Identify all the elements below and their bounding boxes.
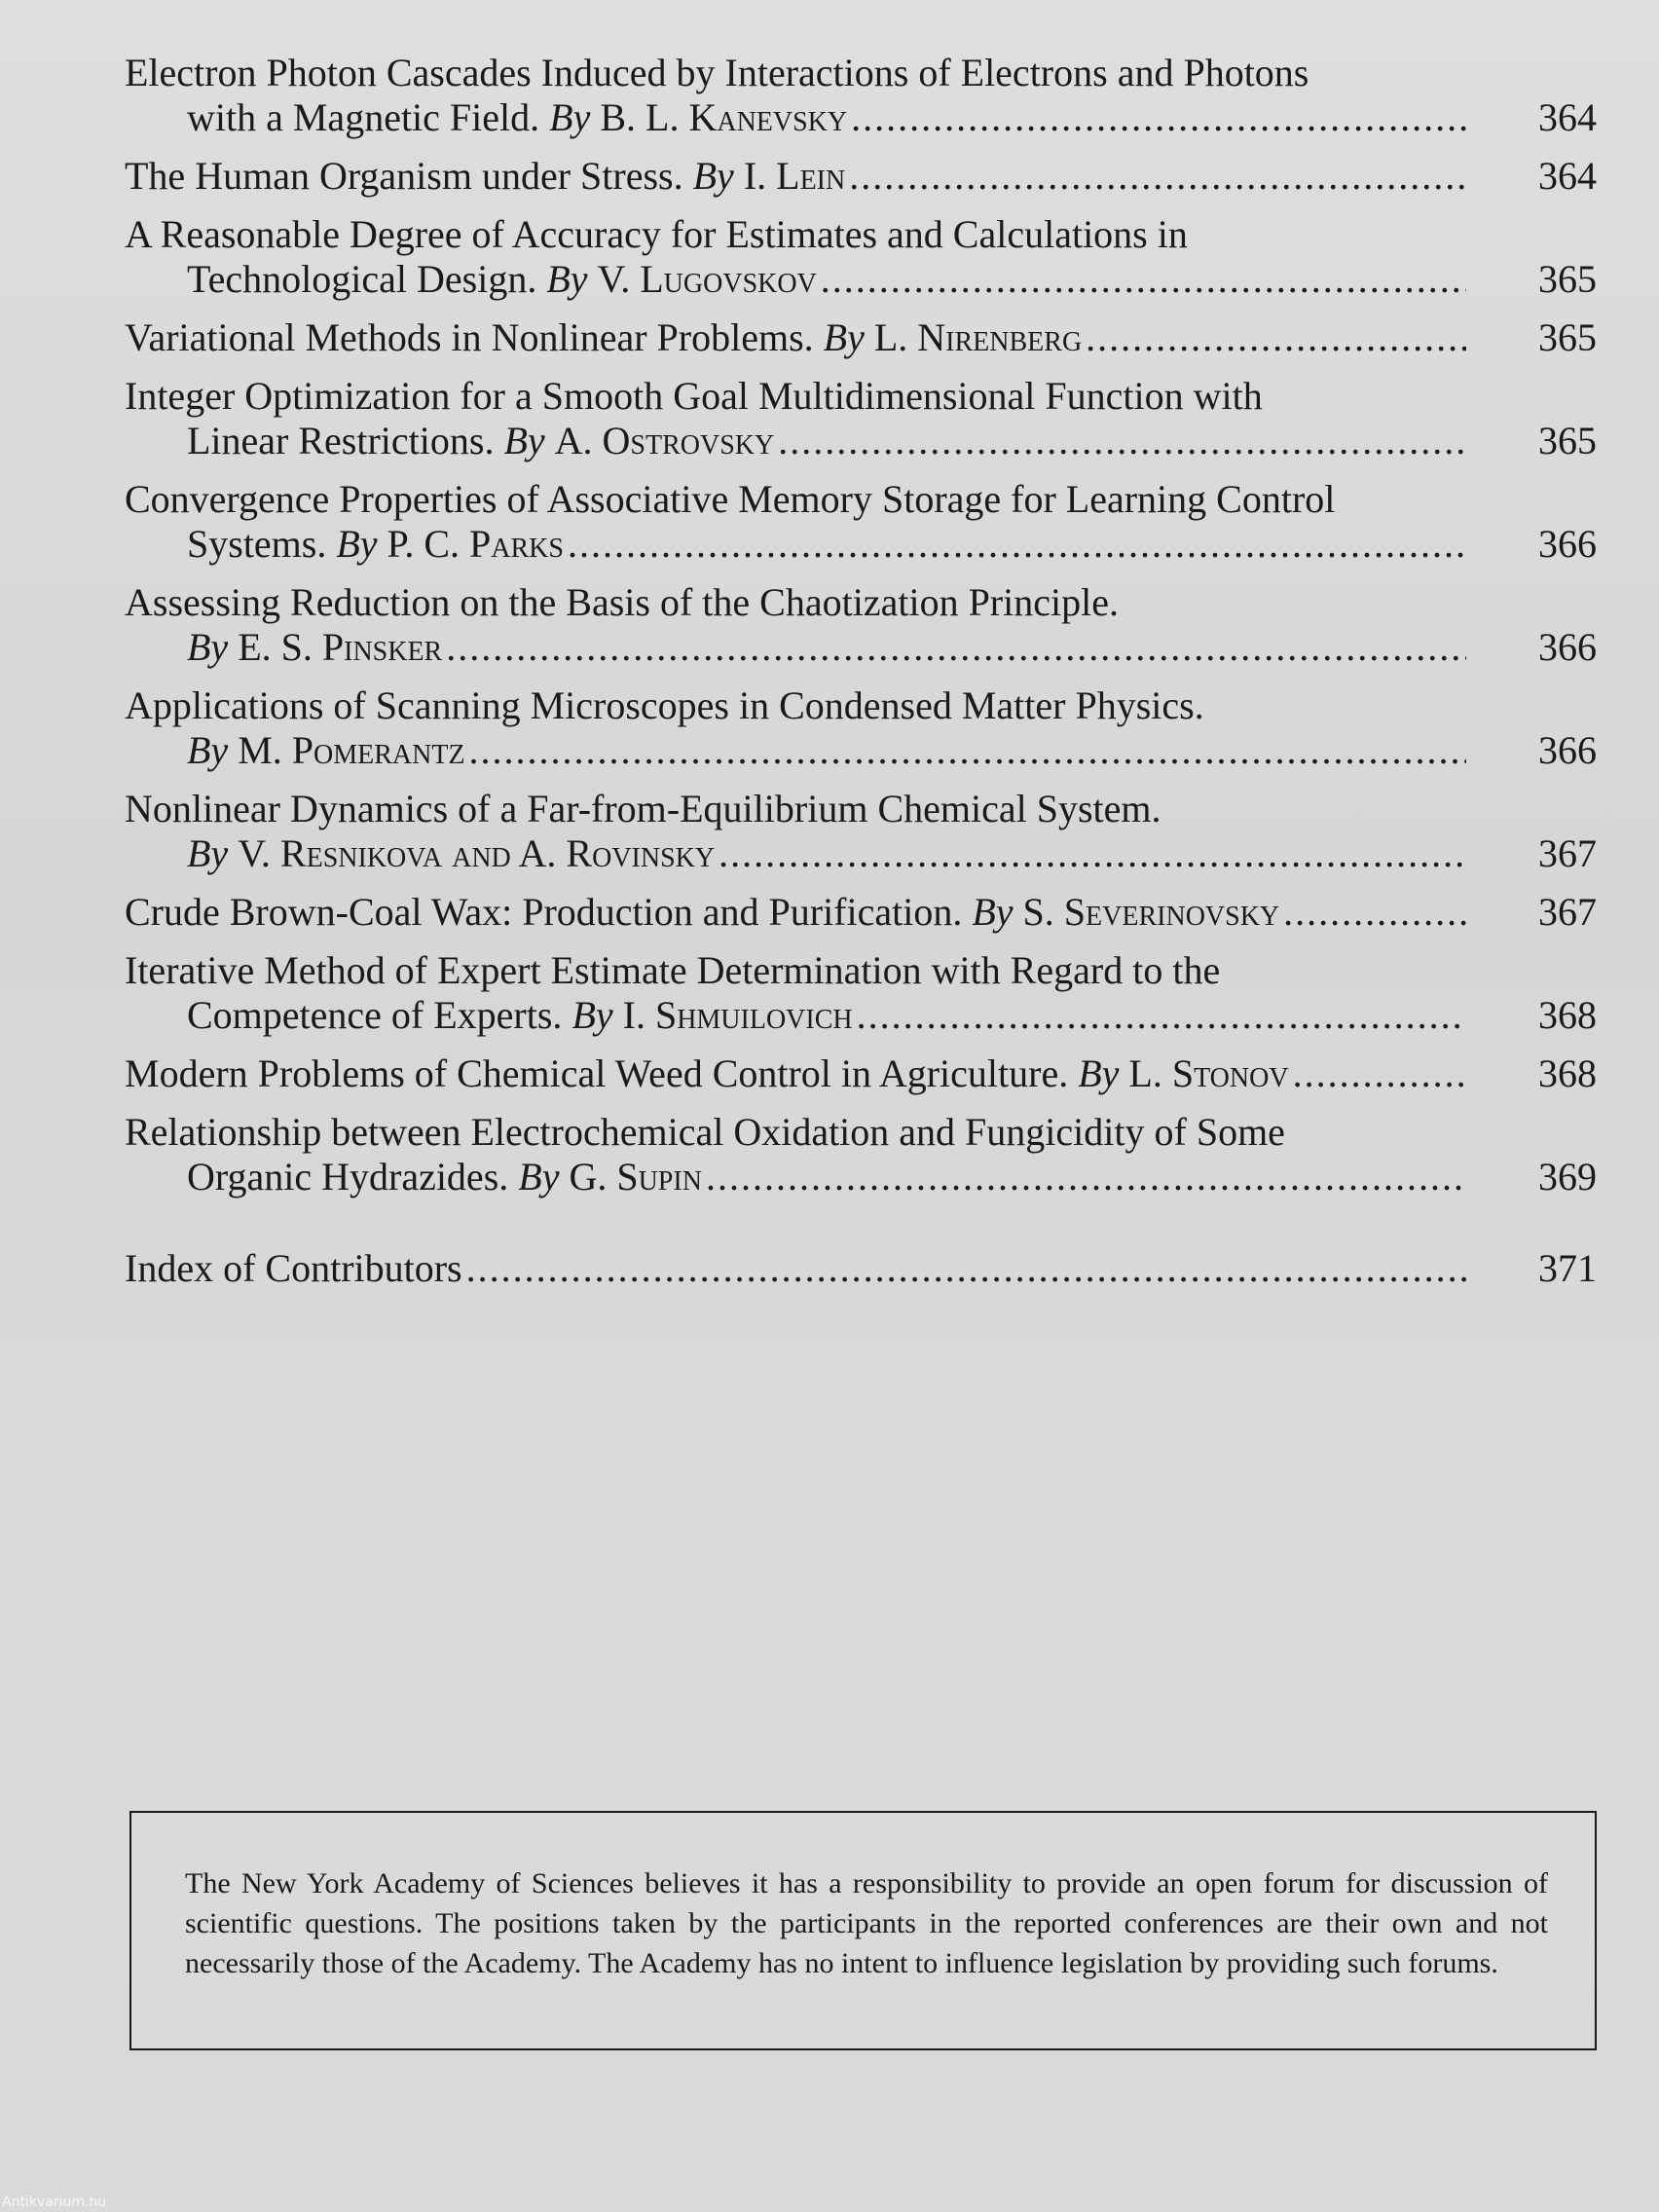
entry-author: S. Severinovsky	[1022, 890, 1280, 934]
by-label: By	[549, 95, 591, 139]
toc-entry	[125, 154, 1604, 199]
dot-leader	[1086, 315, 1466, 360]
dot-leader	[778, 419, 1466, 463]
toc-entry	[125, 890, 1604, 935]
entry-author: I. Shmuilovich	[622, 993, 853, 1037]
entry-title-line: The Human Organism under Stress.	[125, 154, 683, 198]
dot-leader	[466, 1246, 1466, 1291]
dot-leader	[849, 154, 1466, 199]
dot-leader	[851, 95, 1466, 140]
dot-leader	[706, 1155, 1466, 1199]
entry-page-number: 365	[1538, 257, 1597, 301]
toc-entry	[125, 948, 1604, 1038]
entry-author: V. Resnikova and A. Rovinsky	[238, 831, 716, 875]
entry-author: M. Pomerantz	[238, 728, 465, 772]
entry-title-line: Crude Brown-Coal Wax: Production and Purification.	[125, 890, 963, 934]
table-of-contents	[125, 51, 1604, 1305]
entry-author: A. Ostrovsky	[554, 419, 775, 462]
entry-page-number: 366	[1538, 728, 1597, 772]
entry-title-line: Relationship between Electrochemical Oxidation and Fungicidity of Some	[125, 1110, 1285, 1154]
entry-page-number: 365	[1538, 315, 1597, 359]
entry-author: B. L. Kanevsky	[600, 95, 848, 139]
entry-title-line: Iterative Method of Expert Estimate Determination with Regard to the	[125, 948, 1221, 992]
entry-title-line: Organic Hydrazides.	[187, 1155, 509, 1198]
by-label: By	[187, 831, 229, 875]
dot-leader	[719, 831, 1466, 876]
index-label: Index of Contributors	[125, 1246, 462, 1290]
entry-author: E. S. Pinsker	[238, 625, 443, 669]
entry-page-number: 369	[1538, 1155, 1597, 1198]
entry-title-line: Variational Methods in Nonlinear Problems.	[125, 315, 814, 359]
toc-entry	[125, 477, 1604, 567]
entry-page-number: 368	[1538, 1051, 1597, 1095]
entry-title-line: Technological Design.	[187, 257, 537, 301]
by-label: By	[546, 257, 588, 301]
entry-title-line: A Reasonable Degree of Accuracy for Estimates and Calculations in	[125, 212, 1188, 256]
entry-title-line: Integer Optimization for a Smooth Goal Multidimensional Function with	[125, 374, 1263, 418]
by-label: By	[1078, 1051, 1120, 1095]
entry-page-number: 368	[1538, 993, 1597, 1037]
toc-entry	[125, 374, 1604, 463]
by-label: By	[187, 625, 229, 669]
entry-title-line: Modern Problems of Chemical Weed Control in Agriculture.	[125, 1051, 1069, 1095]
by-label: By	[336, 522, 378, 566]
entry-page-number: 366	[1538, 522, 1597, 566]
index-of-contributors-entry	[125, 1246, 1604, 1291]
toc-entry	[125, 683, 1604, 773]
by-label: By	[571, 993, 613, 1037]
by-label: By	[503, 419, 545, 462]
entry-page-number: 365	[1538, 419, 1597, 462]
entry-page-number: 367	[1538, 831, 1597, 875]
by-label: By	[823, 315, 865, 359]
entry-author: I. Lein	[743, 154, 846, 198]
dot-leader	[469, 728, 1466, 773]
toc-entry	[125, 51, 1604, 140]
entry-title-line: Convergence Properties of Associative Memory Storage for Learning Control	[125, 477, 1336, 521]
dot-leader	[1293, 1051, 1466, 1096]
by-label: By	[692, 154, 734, 198]
entry-title-line: Assessing Reduction on the Basis of the Chaotization Principle.	[125, 580, 1119, 624]
entry-title-line: Nonlinear Dynamics of a Far-from-Equilibrium Chemical System.	[125, 787, 1161, 830]
entry-author: V. Lugovskov	[597, 257, 817, 301]
entry-page-number: 367	[1538, 890, 1597, 934]
entry-title-line: Electron Photon Cascades Induced by Interactions of Electrons and Photons	[125, 51, 1309, 94]
entry-page-number: 366	[1538, 625, 1597, 669]
toc-entry	[125, 315, 1604, 360]
dot-leader	[1283, 890, 1466, 935]
dot-leader	[446, 625, 1466, 670]
index-page-number: 371	[1538, 1246, 1597, 1290]
entry-page-number: 364	[1538, 95, 1597, 139]
dot-leader	[568, 522, 1466, 567]
watermark: Antikvarium.hu	[2, 2194, 107, 2210]
entry-author: G. Supin	[569, 1155, 702, 1198]
notice-text: The New York Academy of Sciences believes it has a responsibility to provide an open forum for discussion of scientific questions. The positions taken by the participants in the reported conferences are their own and not necessarily those of the Academy. The Academy has no intent to influence legislation by providing such forums.	[185, 1867, 1548, 1979]
dot-leader	[821, 257, 1466, 302]
toc-entry	[125, 787, 1604, 876]
toc-entry	[125, 1110, 1604, 1199]
toc-entry	[125, 1051, 1604, 1096]
entry-author: L. Nirenberg	[873, 315, 1083, 359]
entry-author: L. Stonov	[1128, 1051, 1289, 1095]
entry-title-line: Linear Restrictions.	[187, 419, 495, 462]
toc-entry	[125, 580, 1604, 670]
entry-title-line: with a Magnetic Field.	[187, 95, 540, 139]
entry-title-line: Applications of Scanning Microscopes in Condensed Matter Physics.	[125, 683, 1204, 727]
toc-entry	[125, 212, 1604, 302]
dot-leader	[857, 993, 1466, 1038]
by-label: By	[972, 890, 1014, 934]
entry-author: P. C. Parks	[387, 522, 564, 566]
entry-title-line: Systems.	[187, 522, 327, 566]
entry-page-number: 364	[1538, 154, 1597, 198]
academy-notice-box	[129, 1811, 1597, 2050]
by-label: By	[187, 728, 229, 772]
by-label: By	[518, 1155, 560, 1198]
entry-title-line: Competence of Experts.	[187, 993, 563, 1037]
